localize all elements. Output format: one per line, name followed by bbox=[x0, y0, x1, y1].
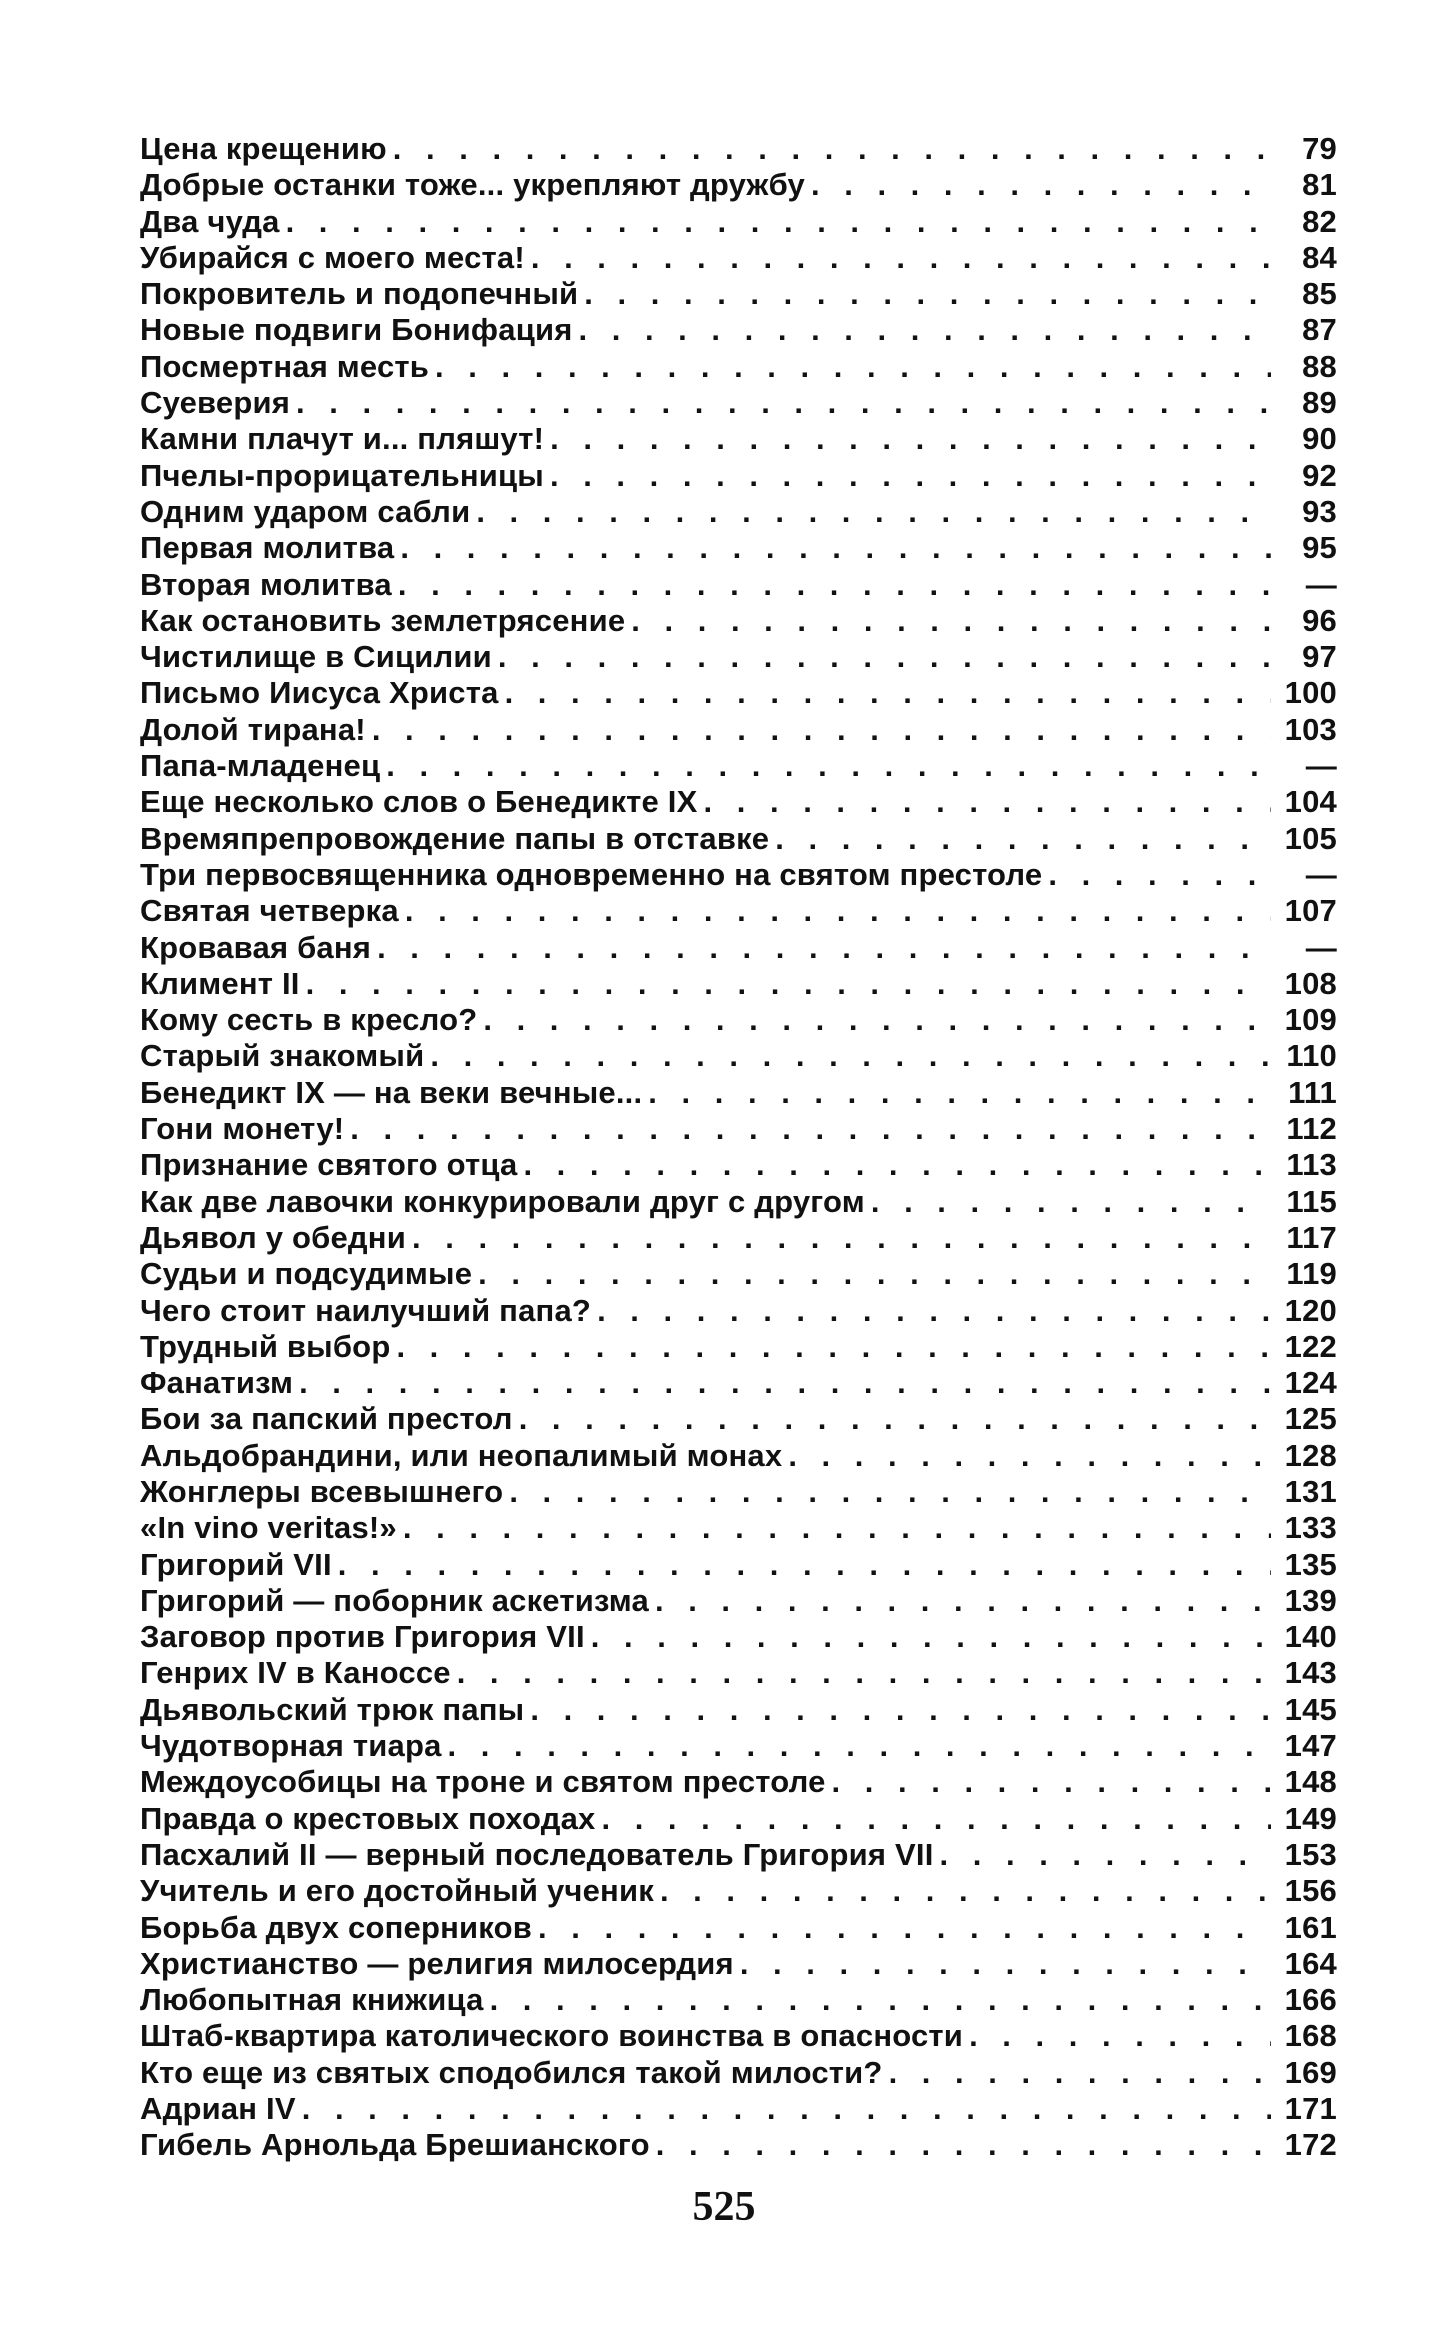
dot-leader bbox=[338, 1547, 1271, 1583]
toc-entry-title: Чистилище в Сицилии bbox=[140, 639, 492, 675]
toc-entry bbox=[140, 1401, 1337, 1437]
toc-entry-title: Дьявол у обедни bbox=[140, 1219, 406, 1255]
toc-entry-page: 107 bbox=[1284, 893, 1337, 929]
toc-entry bbox=[140, 675, 1337, 711]
toc-entry-title: Бои за папский престол bbox=[140, 1401, 513, 1437]
toc-entry-page: 87 bbox=[1302, 312, 1337, 348]
toc-entry-page: 96 bbox=[1302, 602, 1337, 638]
toc-entry-page: 156 bbox=[1284, 1873, 1337, 1909]
dot-leader bbox=[519, 1401, 1271, 1437]
toc-entry bbox=[140, 857, 1337, 893]
toc-entry bbox=[140, 131, 1337, 167]
toc-entry-page: 148 bbox=[1284, 1764, 1337, 1800]
toc-entry-title: Чего стоит наилучший папа? bbox=[140, 1292, 592, 1328]
toc-entry bbox=[140, 1293, 1337, 1329]
table-of-contents bbox=[140, 131, 1337, 2164]
toc-entry-page: — bbox=[1305, 929, 1337, 965]
toc-entry-title: Альдобрандини, или неопалимый монах bbox=[140, 1437, 783, 1473]
toc-entry bbox=[140, 1692, 1337, 1728]
toc-entry-title: Учитель и его достойный ученик bbox=[140, 1873, 654, 1909]
toc-entry bbox=[140, 1873, 1337, 1909]
dot-leader bbox=[740, 1946, 1271, 1982]
toc-entry-title: Убирайся с моего места! bbox=[140, 239, 525, 275]
toc-entry bbox=[140, 240, 1337, 276]
toc-entry bbox=[140, 2127, 1337, 2163]
toc-entry-page: 104 bbox=[1284, 784, 1337, 820]
toc-entry-title: Гибель Арнольда Брешианского bbox=[140, 2127, 650, 2163]
toc-entry-title: Любопытная книжица bbox=[140, 1982, 484, 2018]
dot-leader bbox=[1048, 857, 1271, 893]
dot-leader bbox=[656, 2127, 1271, 2163]
toc-entry-title: Чудотворная тиара bbox=[140, 1728, 442, 1764]
toc-entry-page: 125 bbox=[1284, 1401, 1337, 1437]
dot-leader bbox=[550, 458, 1271, 494]
toc-entry bbox=[140, 2018, 1337, 2054]
toc-entry bbox=[140, 1329, 1337, 1365]
dot-leader bbox=[403, 1510, 1271, 1546]
toc-entry bbox=[140, 1910, 1337, 1946]
toc-entry-page: 110 bbox=[1286, 1038, 1337, 1074]
dot-leader bbox=[601, 1801, 1271, 1837]
toc-entry bbox=[140, 966, 1337, 1002]
toc-entry-page: 95 bbox=[1302, 530, 1337, 566]
dot-leader bbox=[648, 1075, 1271, 1111]
toc-entry bbox=[140, 1946, 1337, 1982]
toc-entry bbox=[140, 1728, 1337, 1764]
toc-entry-page: 172 bbox=[1284, 2127, 1337, 2163]
toc-entry-title: Времяпрепровождение папы в отставке bbox=[140, 820, 770, 856]
toc-entry-title: Адриан IV bbox=[140, 2091, 296, 2127]
toc-entry-title: «In vino veritas!» bbox=[140, 1510, 397, 1546]
toc-entry-page: 103 bbox=[1284, 711, 1337, 747]
toc-entry-page: 168 bbox=[1284, 2018, 1337, 2054]
toc-entry bbox=[140, 1583, 1337, 1619]
toc-entry-page: 120 bbox=[1284, 1292, 1337, 1328]
toc-entry-page: 79 bbox=[1302, 131, 1337, 166]
dot-leader bbox=[350, 1111, 1271, 1147]
toc-entry-page: 128 bbox=[1284, 1437, 1337, 1473]
toc-entry-title: Покровитель и подопечный bbox=[140, 276, 579, 312]
toc-entry-page: 105 bbox=[1284, 820, 1337, 856]
dot-leader bbox=[498, 639, 1271, 675]
dot-leader bbox=[412, 1220, 1271, 1256]
toc-entry-page: 131 bbox=[1284, 1473, 1337, 1509]
dot-leader bbox=[550, 421, 1271, 457]
toc-entry bbox=[140, 276, 1337, 312]
dot-leader bbox=[398, 567, 1271, 603]
toc-entry-title: Первая молитва bbox=[140, 530, 395, 566]
toc-entry-page: 153 bbox=[1284, 1836, 1337, 1872]
toc-entry-title: Пчелы-прорицательницы bbox=[140, 457, 544, 493]
dot-leader bbox=[531, 240, 1271, 276]
toc-entry-page: 93 bbox=[1302, 493, 1337, 529]
toc-entry-title: Штаб-квартира католического воинства в опасности bbox=[140, 2018, 964, 2054]
dot-leader bbox=[889, 2055, 1271, 2091]
toc-entry-title: Бенедикт IX — на веки вечные... bbox=[140, 1074, 643, 1110]
dot-leader bbox=[430, 1038, 1271, 1074]
dot-leader bbox=[490, 1982, 1271, 2018]
toc-entry-page: 82 bbox=[1302, 203, 1337, 239]
toc-entry-page: 143 bbox=[1284, 1655, 1337, 1691]
toc-entry-title: Одним ударом сабли bbox=[140, 493, 471, 529]
toc-entry-page: 161 bbox=[1284, 1909, 1337, 1945]
toc-entry bbox=[140, 204, 1337, 240]
toc-entry bbox=[140, 1002, 1337, 1038]
toc-entry-page: 139 bbox=[1284, 1582, 1337, 1618]
dot-leader bbox=[538, 1910, 1271, 1946]
toc-entry-title: Еще несколько слов о Бенедикте IX bbox=[140, 784, 698, 820]
toc-entry-page: — bbox=[1305, 566, 1337, 602]
toc-entry bbox=[140, 1547, 1337, 1583]
toc-entry bbox=[140, 1510, 1337, 1546]
toc-entry-title: Цена крещению bbox=[140, 131, 387, 166]
dot-leader bbox=[306, 966, 1271, 1002]
dot-leader bbox=[832, 1764, 1271, 1800]
toc-entry bbox=[140, 1655, 1337, 1691]
toc-entry-title: Судьи и подсудимые bbox=[140, 1256, 473, 1292]
dot-leader bbox=[393, 131, 1271, 167]
toc-entry bbox=[140, 530, 1337, 566]
toc-entry-page: 135 bbox=[1284, 1546, 1337, 1582]
dot-leader bbox=[299, 1365, 1271, 1401]
toc-entry-title: Кому сесть в кресло? bbox=[140, 1002, 478, 1038]
dot-leader bbox=[584, 276, 1271, 312]
toc-entry-page: 85 bbox=[1302, 276, 1337, 312]
dot-leader bbox=[505, 675, 1271, 711]
dot-leader bbox=[811, 167, 1271, 203]
toc-entry bbox=[140, 2091, 1337, 2127]
toc-entry-page: 119 bbox=[1286, 1256, 1337, 1292]
toc-entry-page: 140 bbox=[1284, 1619, 1337, 1655]
toc-entry-title: Как остановить землетрясение bbox=[140, 602, 626, 638]
toc-entry bbox=[140, 1837, 1337, 1873]
toc-entry bbox=[140, 385, 1337, 421]
toc-entry-page: 92 bbox=[1302, 457, 1337, 493]
dot-leader bbox=[969, 2018, 1271, 2054]
dot-leader bbox=[286, 204, 1271, 240]
toc-entry bbox=[140, 1438, 1337, 1474]
toc-entry-page: 169 bbox=[1284, 2054, 1337, 2090]
dot-leader bbox=[655, 1583, 1271, 1619]
toc-entry bbox=[140, 893, 1337, 929]
toc-entry-title: Добрые останки тоже... укрепляют дружбу bbox=[140, 167, 805, 203]
dot-leader bbox=[405, 893, 1271, 929]
dot-leader bbox=[940, 1837, 1271, 1873]
toc-entry bbox=[140, 1147, 1337, 1183]
toc-entry-title: Гони монету! bbox=[140, 1111, 345, 1147]
toc-entry-title: Христианство — религия милосердия bbox=[140, 1945, 734, 1981]
dot-leader bbox=[579, 312, 1272, 348]
toc-entry bbox=[140, 1220, 1337, 1256]
toc-entry-title: Правда о крестовых походах bbox=[140, 1800, 596, 1836]
toc-entry-page: 111 bbox=[1288, 1074, 1337, 1110]
toc-entry-page: 115 bbox=[1286, 1183, 1337, 1219]
toc-entry-title: Папа-младенец bbox=[140, 748, 381, 784]
toc-entry bbox=[140, 1111, 1337, 1147]
toc-entry bbox=[140, 421, 1337, 457]
dot-leader bbox=[296, 385, 1271, 421]
toc-entry-title: Старый знакомый bbox=[140, 1038, 425, 1074]
toc-entry bbox=[140, 458, 1337, 494]
dot-leader bbox=[871, 1184, 1271, 1220]
toc-entry bbox=[140, 167, 1337, 203]
toc-entry-page: 145 bbox=[1284, 1691, 1337, 1727]
dot-leader bbox=[478, 1256, 1271, 1292]
toc-entry-page: 133 bbox=[1284, 1510, 1337, 1546]
dot-leader bbox=[483, 1002, 1271, 1038]
toc-entry-title: Заговор против Григория VII bbox=[140, 1619, 585, 1655]
toc-entry-page: 166 bbox=[1284, 1982, 1337, 2018]
toc-entry-title: Трудный выбор bbox=[140, 1328, 391, 1364]
toc-entry-title: Суеверия bbox=[140, 385, 291, 421]
dot-leader bbox=[372, 712, 1271, 748]
toc-entry-title: Кто еще из святых сподобился такой милости? bbox=[140, 2054, 883, 2090]
toc-entry bbox=[140, 2055, 1337, 2091]
dot-leader bbox=[631, 603, 1271, 639]
toc-entry bbox=[140, 1075, 1337, 1111]
toc-entry-page: 108 bbox=[1284, 965, 1337, 1001]
toc-entry bbox=[140, 784, 1337, 820]
dot-leader bbox=[591, 1619, 1271, 1655]
toc-entry bbox=[140, 712, 1337, 748]
toc-entry bbox=[140, 930, 1337, 966]
dot-leader bbox=[302, 2091, 1271, 2127]
toc-entry-title: Борьба двух соперников bbox=[140, 1909, 533, 1945]
dot-leader bbox=[448, 1728, 1271, 1764]
toc-entry-title: Новые подвиги Бонифация bbox=[140, 312, 573, 348]
toc-entry-title: Святая четверка bbox=[140, 893, 399, 929]
toc-entry bbox=[140, 748, 1337, 784]
dot-leader bbox=[400, 530, 1271, 566]
toc-entry-title: Генрих IV в Каноссе bbox=[140, 1655, 451, 1691]
toc-entry-page: 97 bbox=[1302, 639, 1337, 675]
toc-entry bbox=[140, 312, 1337, 348]
toc-entry-page: 90 bbox=[1302, 421, 1337, 457]
toc-entry bbox=[140, 494, 1337, 530]
toc-entry-title: Письмо Иисуса Христа bbox=[140, 675, 499, 711]
toc-entry-page: 88 bbox=[1302, 348, 1337, 384]
toc-entry-title: Три первосвященника одновременно на святом престоле bbox=[140, 856, 1043, 892]
toc-entry bbox=[140, 349, 1337, 385]
toc-entry-title: Пасхалий II — верный последователь Григория VII bbox=[140, 1836, 934, 1872]
dot-leader bbox=[476, 494, 1271, 530]
toc-entry-page: 147 bbox=[1284, 1728, 1337, 1764]
toc-entry bbox=[140, 821, 1337, 857]
toc-entry-title: Жонглеры всевышнего bbox=[140, 1473, 504, 1509]
dot-leader bbox=[396, 1329, 1271, 1365]
toc-entry bbox=[140, 567, 1337, 603]
toc-entry-title: Фанатизм bbox=[140, 1365, 294, 1401]
toc-entry bbox=[140, 1982, 1337, 2018]
dot-leader bbox=[530, 1692, 1271, 1728]
dot-leader bbox=[523, 1147, 1271, 1183]
dot-leader bbox=[386, 748, 1271, 784]
toc-entry-page: 84 bbox=[1302, 239, 1337, 275]
toc-entry-page: 171 bbox=[1284, 2091, 1337, 2127]
toc-entry-page: 109 bbox=[1284, 1002, 1337, 1038]
toc-entry-title: Климент II bbox=[140, 965, 300, 1001]
toc-entry-title: Междоусобицы на троне и святом престоле bbox=[140, 1764, 826, 1800]
dot-leader bbox=[435, 349, 1271, 385]
toc-entry-page: 100 bbox=[1284, 675, 1337, 711]
dot-leader bbox=[660, 1873, 1271, 1909]
toc-entry-page: 149 bbox=[1284, 1800, 1337, 1836]
toc-entry-page: 81 bbox=[1302, 167, 1337, 203]
toc-entry-title: Как две лавочки конкурировали друг с другом bbox=[140, 1183, 865, 1219]
toc-entry bbox=[140, 1764, 1337, 1800]
toc-entry-title: Камни плачут и... пляшут! bbox=[140, 421, 545, 457]
toc-entry-title: Два чуда bbox=[140, 203, 280, 239]
toc-entry-title: Григорий VII bbox=[140, 1546, 332, 1582]
dot-leader bbox=[509, 1474, 1271, 1510]
toc-entry bbox=[140, 639, 1337, 675]
dot-leader bbox=[597, 1293, 1271, 1329]
toc-entry bbox=[140, 1256, 1337, 1292]
page-number: 525 bbox=[692, 2184, 756, 2230]
toc-entry bbox=[140, 1184, 1337, 1220]
toc-entry-page: 113 bbox=[1286, 1147, 1337, 1183]
toc-entry-title: Признание святого отца bbox=[140, 1147, 518, 1183]
toc-entry bbox=[140, 1619, 1337, 1655]
toc-entry-title: Григорий — поборник аскетизма bbox=[140, 1582, 649, 1618]
toc-entry-page: 164 bbox=[1284, 1945, 1337, 1981]
toc-entry bbox=[140, 1365, 1337, 1401]
toc-entry-page: 124 bbox=[1284, 1365, 1337, 1401]
toc-entry bbox=[140, 603, 1337, 639]
dot-leader bbox=[704, 784, 1271, 820]
toc-entry-page: — bbox=[1305, 748, 1337, 784]
toc-entry bbox=[140, 1038, 1337, 1074]
toc-entry-title: Вторая молитва bbox=[140, 566, 392, 602]
toc-entry bbox=[140, 1474, 1337, 1510]
toc-entry-page: 117 bbox=[1286, 1219, 1337, 1255]
toc-entry bbox=[140, 1801, 1337, 1837]
toc-entry-page: — bbox=[1305, 856, 1337, 892]
toc-entry-title: Долой тирана! bbox=[140, 711, 366, 747]
toc-entry-title: Дьявольский трюк папы bbox=[140, 1691, 525, 1727]
toc-entry-title: Кровавая баня bbox=[140, 929, 372, 965]
dot-leader bbox=[775, 821, 1271, 857]
toc-entry-page: 89 bbox=[1302, 385, 1337, 421]
dot-leader bbox=[457, 1655, 1271, 1691]
dot-leader bbox=[788, 1438, 1271, 1474]
toc-entry-page: 112 bbox=[1286, 1111, 1337, 1147]
toc-entry-title: Посмертная месть bbox=[140, 348, 430, 384]
dot-leader bbox=[377, 930, 1271, 966]
toc-entry-page: 122 bbox=[1284, 1328, 1337, 1364]
